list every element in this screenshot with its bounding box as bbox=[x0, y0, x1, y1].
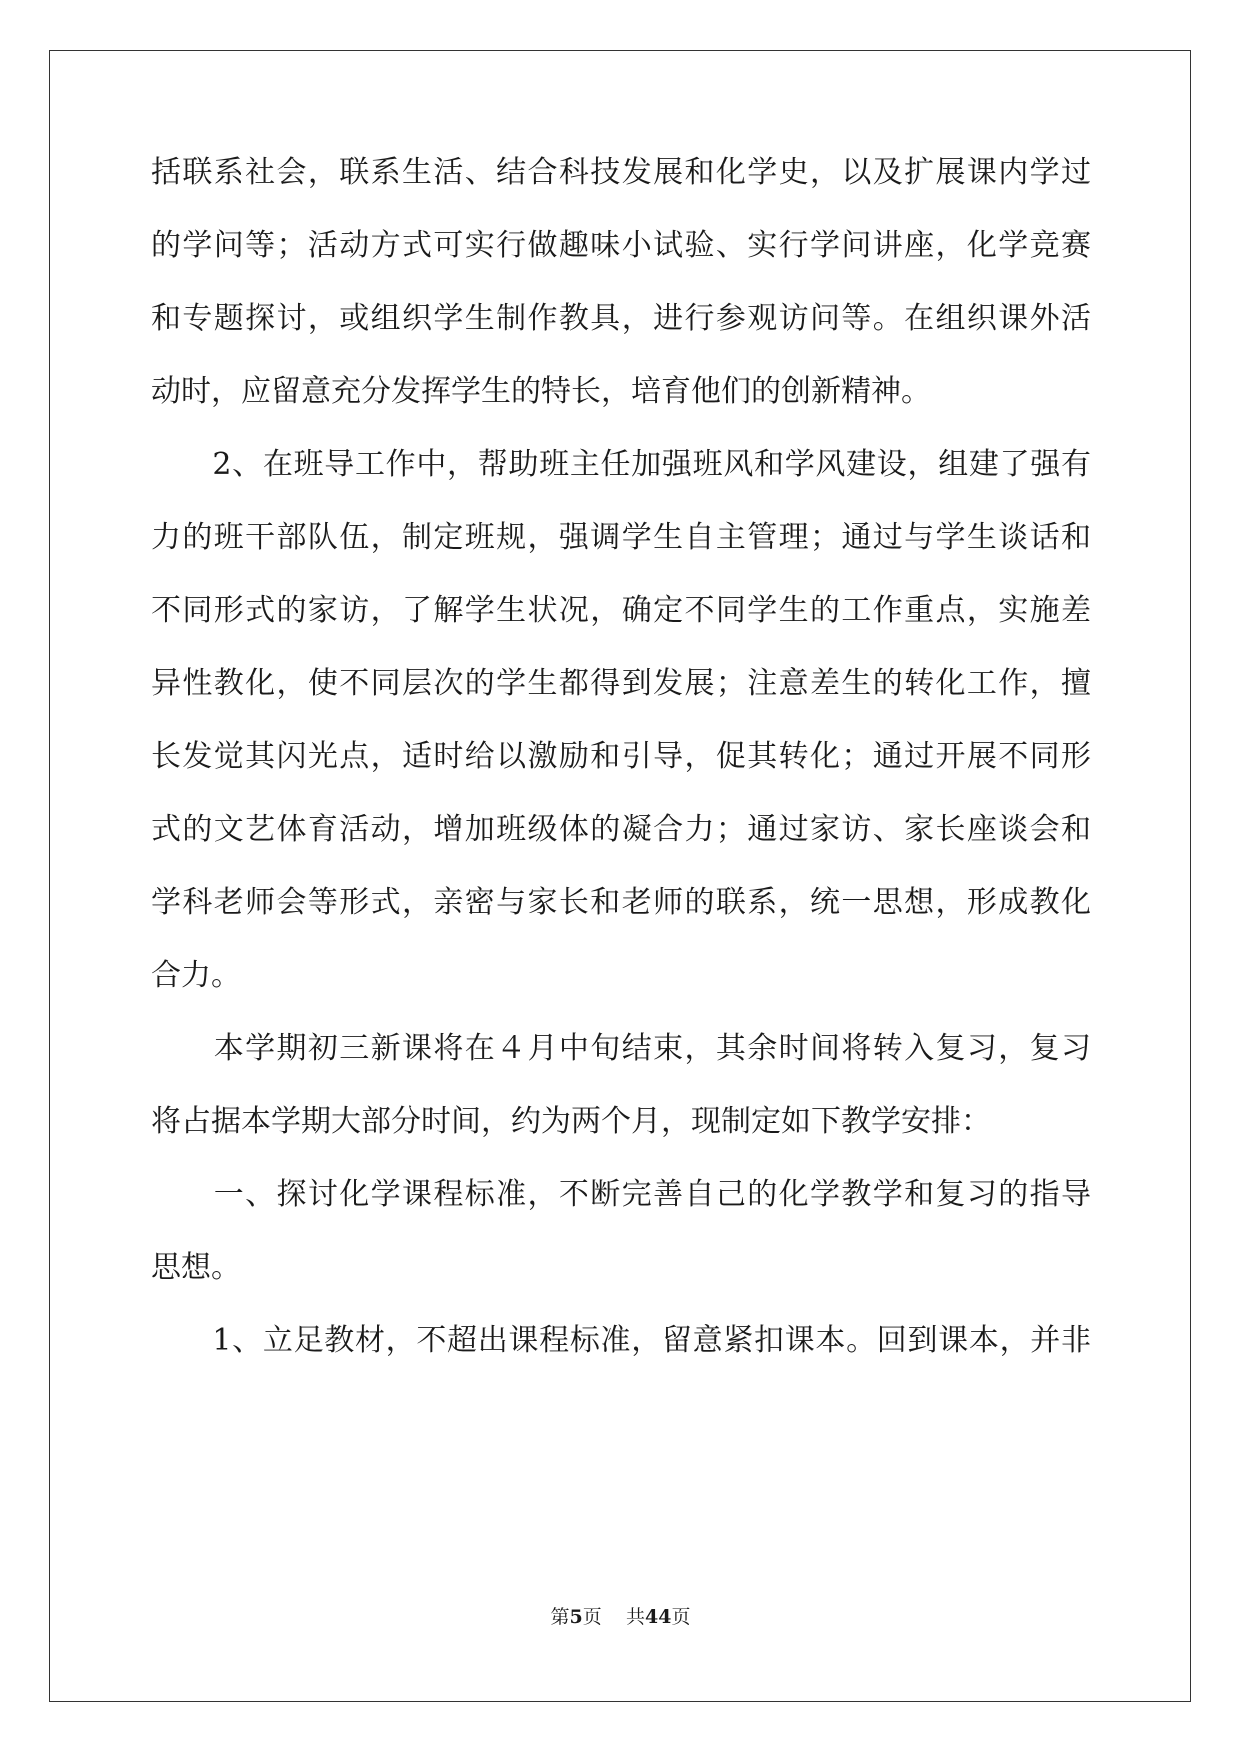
text-line: 括联系社会，联系生活、结合科技发展和化学史，以及扩展课内学过 bbox=[151, 155, 1091, 190]
text-line: 学科老师会等形式，亲密与家长和老师的联系，统一思想，形成教化 bbox=[151, 885, 1091, 920]
text-line: 将占据本学期大部分时间，约为两个月，现制定如下教学安排： bbox=[151, 1104, 991, 1139]
footer-total-suffix: 页 bbox=[671, 1606, 691, 1628]
text-line: 2、在班导工作中，帮助班主任加强班风和学风建设，组建了强有 bbox=[151, 447, 1091, 482]
text-line: 的学问等；活动方式可实行做趣味小试验、实行学问讲座，化学竞赛 bbox=[151, 228, 1091, 263]
text-line: 动时，应留意充分发挥学生的特长，培育他们的创新精神。 bbox=[151, 374, 931, 409]
text-line: 一、探讨化学课程标准，不断完善自己的化学教学和复习的指导 bbox=[151, 1177, 1091, 1212]
footer-prefix: 第 bbox=[550, 1606, 570, 1628]
page-footer bbox=[0, 1605, 1241, 1629]
text-line: 合力。 bbox=[151, 958, 241, 993]
text-line: 和专题探讨，或组织学生制作教具，进行参观访问等。在组织课外活 bbox=[151, 301, 1091, 336]
text-line: 1、立足教材，不超出课程标准，留意紧扣课本。回到课本，并非 bbox=[151, 1323, 1091, 1358]
footer-total-prefix: 共 bbox=[625, 1606, 645, 1628]
footer-page-suffix: 页 bbox=[582, 1606, 602, 1628]
text-line: 不同形式的家访，了解学生状况，确定不同学生的工作重点，实施差 bbox=[151, 593, 1091, 628]
text-line: 式的文艺体育活动，增加班级体的凝合力；通过家访、家长座谈会和 bbox=[151, 812, 1091, 847]
text-line: 力的班干部队伍，制定班规，强调学生自主管理；通过与学生谈话和 bbox=[151, 520, 1091, 555]
total-pages: 44 bbox=[644, 1606, 672, 1628]
text-line: 长发觉其闪光点，适时给以激励和引导，促其转化；通过开展不同形 bbox=[151, 739, 1091, 774]
page-border bbox=[49, 50, 1191, 1702]
text-line: 异性教化，使不同层次的学生都得到发展；注意差生的转化工作，擅 bbox=[151, 666, 1091, 701]
text-line: 本学期初三新课将在４月中旬结束，其余时间将转入复习，复习 bbox=[151, 1031, 1091, 1066]
text-line: 思想。 bbox=[151, 1250, 241, 1285]
page-number: 5 bbox=[569, 1606, 583, 1628]
